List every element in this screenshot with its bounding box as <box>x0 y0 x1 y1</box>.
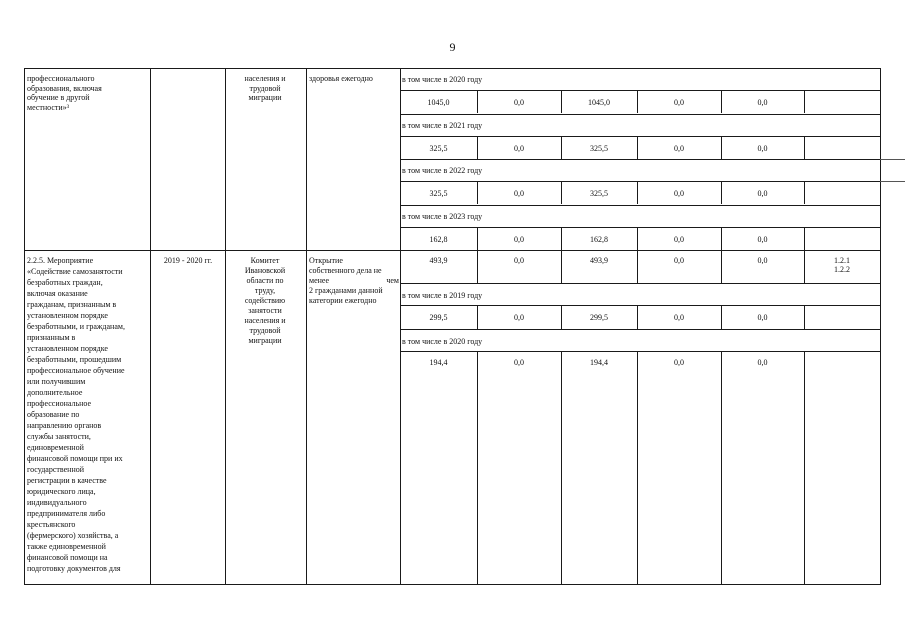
value-cell-line <box>804 181 805 204</box>
value-cell: 194,4 <box>590 358 608 367</box>
activity-name-line: безработных граждан, <box>27 278 103 287</box>
activity-name-line: подготовку документов для <box>27 564 121 573</box>
block-line <box>400 227 880 228</box>
value-cell-line <box>637 250 638 283</box>
activity-name-line: местности»³ <box>27 102 70 112</box>
value-cell-line <box>561 351 562 584</box>
total-value-cell: 0,0 <box>757 256 768 265</box>
total-value-cell: 493,9 <box>590 256 608 265</box>
result-line: здоровья ежегодно <box>309 74 373 83</box>
activity-name-line: образования, включая <box>27 83 102 93</box>
value-cell: 325,5 <box>429 189 448 198</box>
activity-name-line: признанным в <box>27 333 76 342</box>
value-cell-line <box>477 250 478 283</box>
value-cell: 325,5 <box>590 189 608 198</box>
activity-name-line: единовременной <box>27 443 84 452</box>
value-cell: 0,0 <box>514 98 524 107</box>
total-value-cell: 0,0 <box>514 256 524 265</box>
value-cell: 0,0 <box>514 358 524 367</box>
executor-line: труду, <box>254 286 276 295</box>
year-label: в том числе в 2020 году <box>402 337 483 346</box>
block-line <box>400 351 880 352</box>
value-cell: 1045,0 <box>427 98 450 107</box>
value-cell: 162,8 <box>590 235 608 244</box>
activity-name-line: профессиональное обучение <box>27 366 125 375</box>
block-line <box>400 329 880 330</box>
value-cell: 0,0 <box>514 235 524 244</box>
value-cell: 0,0 <box>514 189 524 198</box>
value-cell-line <box>804 305 805 329</box>
result-line: 2 гражданами данной <box>309 286 383 295</box>
column-line <box>880 68 881 585</box>
activity-name-line: обучение в другой <box>27 93 90 102</box>
value-cell: 0,0 <box>674 235 684 244</box>
value-cell: 325,5 <box>429 144 448 153</box>
value-cell: 0,0 <box>674 358 684 367</box>
activity-name-line: профессиональное <box>27 399 92 408</box>
page-number: 9 <box>449 40 456 54</box>
result-line: категории ежегодно <box>309 296 377 305</box>
value-cell-line <box>721 250 722 283</box>
table-border-top <box>24 68 880 69</box>
period: 2019 - 2020 гг. <box>163 256 213 265</box>
value-cell-line <box>804 351 805 584</box>
value-cell: 0,0 <box>674 98 684 107</box>
value-cell-line <box>804 227 805 250</box>
year-label: в том числе в 2021 году <box>402 121 483 130</box>
activity-name-line: или получившим <box>27 377 86 386</box>
value-cell: 0,0 <box>757 313 768 322</box>
value-cell: 0,0 <box>674 144 684 153</box>
executor-line: Комитет <box>250 256 280 265</box>
value-cell: 0,0 <box>674 313 684 322</box>
activity-name-line: предпринимателя либо <box>27 509 106 518</box>
row-separator <box>24 250 880 251</box>
executor-line: миграции <box>248 336 282 345</box>
value-cell: 162,8 <box>429 235 448 244</box>
activity-name-line: 2.2.5. Мероприятие <box>27 256 94 265</box>
activity-name-line: образование по <box>27 410 80 419</box>
activity-name-line: гражданам, признанным в <box>27 300 117 309</box>
activity-name-line: (фермерского) хозяйства, а <box>27 531 119 540</box>
indicator-code: 1.2.1 <box>834 256 850 265</box>
block-line <box>400 159 880 160</box>
value-cell-line <box>477 351 478 584</box>
activity-name-line: финансовой помощи при их <box>27 454 123 463</box>
activity-name-line: профессионального <box>27 74 95 83</box>
activity-name-line: регистрации в качестве <box>27 476 107 485</box>
value-cell-line <box>804 90 805 113</box>
activity-name-line: установленном порядке <box>27 344 108 353</box>
result-line: менее <box>309 276 329 285</box>
block-line <box>400 181 880 182</box>
year-label: в том числе в 2019 году <box>402 291 483 300</box>
activity-name-line: юридического лица, <box>27 487 96 496</box>
value-cell: 0,0 <box>757 358 768 367</box>
value-cell: 0,0 <box>757 189 768 198</box>
block-line <box>400 305 880 306</box>
activity-name-line: безработными, и гражданам, <box>27 322 125 331</box>
executor-line: области по <box>246 276 284 285</box>
value-cell-line <box>721 351 722 584</box>
activity-name-line: индивидуального <box>27 498 87 507</box>
value-cell: 0,0 <box>514 313 524 322</box>
year-label: в том числе в 2020 году <box>402 75 483 84</box>
value-cell-line <box>561 250 562 283</box>
value-cell-line <box>804 136 805 159</box>
table-border-bottom <box>24 584 881 585</box>
executor-line: содействию <box>244 296 286 305</box>
block-line <box>400 114 880 115</box>
result-line: собственного дела не <box>309 266 382 275</box>
total-value-cell: 493,9 <box>429 256 448 265</box>
value-cell: 0,0 <box>757 235 768 244</box>
activity-name-line: государственной <box>27 465 85 474</box>
result-line: Открытие <box>309 256 343 265</box>
indicator-code: 1.2.2 <box>834 265 850 274</box>
year-label: в том числе в 2023 году <box>402 212 483 221</box>
margin-stub <box>880 181 905 182</box>
activity-name-line: службы занятости, <box>27 432 91 441</box>
value-cell: 0,0 <box>757 98 768 107</box>
value-cell: 299,5 <box>590 313 608 322</box>
block-line <box>400 136 880 137</box>
activity-name-line: установленном порядке <box>27 311 108 320</box>
activity-name-line: включая оказание <box>27 289 88 298</box>
executor-line: трудовой <box>249 326 281 335</box>
value-cell: 0,0 <box>674 189 684 198</box>
executor-line: трудовой <box>249 83 281 93</box>
activity-name-line: безработными, прошедшим <box>27 355 122 364</box>
activity-name-line: направлению органов <box>27 421 102 430</box>
block-line <box>400 205 880 206</box>
result-line: чем <box>386 276 399 285</box>
block-line <box>400 90 880 91</box>
value-cell-line <box>637 351 638 584</box>
value-cell: 299,5 <box>429 313 448 322</box>
year-label: в том числе в 2022 году <box>402 166 483 175</box>
activity-name-line: «Содействие самозанятости <box>27 267 123 276</box>
total-value-cell: 0,0 <box>674 256 684 265</box>
value-cell: 0,0 <box>757 144 768 153</box>
block-line <box>400 283 880 284</box>
executor-line: занятости <box>248 306 282 315</box>
activity-name-line: крестьянского <box>27 520 76 529</box>
value-cell: 1045,0 <box>588 98 610 107</box>
column-line <box>306 68 307 584</box>
column-line <box>150 68 151 584</box>
activity-name-line: дополнительное <box>27 388 83 397</box>
activity-name-line: также единовременной <box>27 542 106 551</box>
margin-stub <box>880 159 905 160</box>
value-cell: 325,5 <box>590 144 608 153</box>
executor-line: населения и <box>244 74 286 83</box>
executor-line: населения и <box>244 316 286 325</box>
value-cell: 0,0 <box>514 144 524 153</box>
executor-line: Ивановской <box>244 266 286 275</box>
executor-line: миграции <box>248 93 282 102</box>
value-cell: 194,4 <box>429 358 448 367</box>
column-line <box>24 68 25 584</box>
activity-name-line: финансовой помощи на <box>27 553 108 562</box>
